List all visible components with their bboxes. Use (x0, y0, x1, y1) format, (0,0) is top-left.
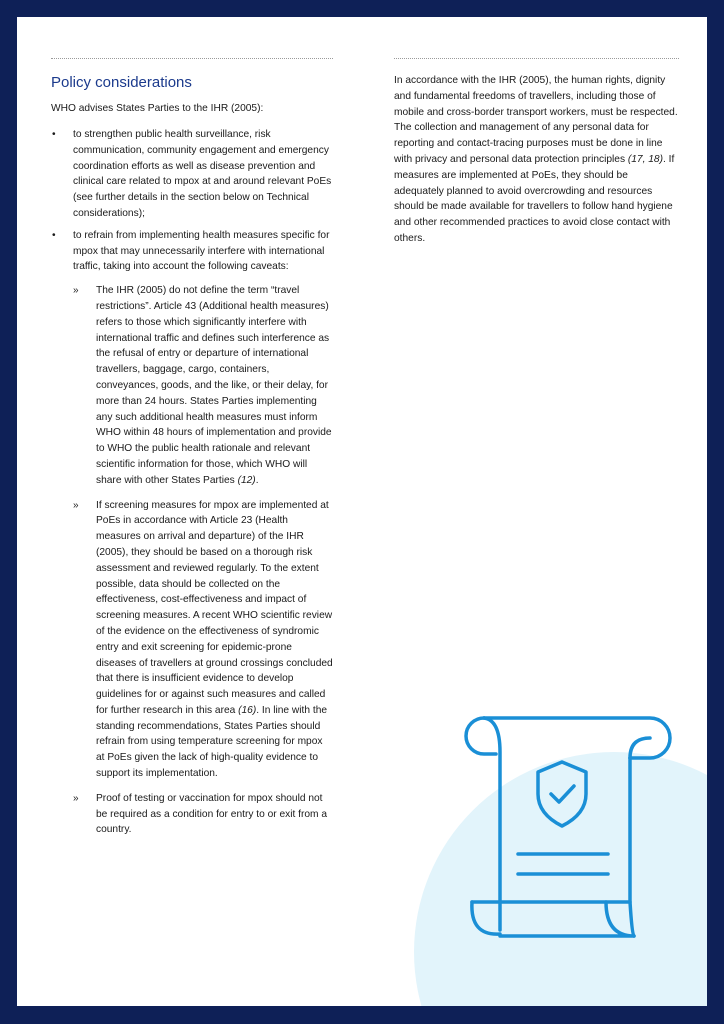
caveat-body-continued: . In line with the standing recommendations, States Parties should refrain from using temperature screening for mpox at PoEs given the lack of high-quality evidence to support its implementation. (96, 704, 328, 780)
shield-icon (538, 762, 586, 826)
sub-bullet-mark: » (73, 285, 79, 297)
reference-citation: (12) (237, 474, 256, 486)
section-heading: Policy considerations (51, 74, 192, 91)
caveat-item (73, 283, 333, 488)
sub-bullet-mark: » (73, 499, 79, 511)
bullet-mark: • (52, 129, 56, 140)
recommendation-list (51, 127, 333, 838)
bullet-text: to refrain from implementing health measures specific for mpox that may unnecessarily interfere with international traffic, taking into account the following caveats: (73, 229, 330, 273)
document-shield-check-icon (462, 712, 677, 942)
divider-left (51, 58, 333, 59)
list-item (51, 228, 333, 838)
reference-citation: (17, 18) (627, 153, 663, 165)
left-column (51, 73, 333, 847)
caveat-item (73, 498, 333, 782)
right-column (394, 73, 679, 247)
caveat-text (96, 498, 333, 782)
list-item (51, 127, 333, 222)
caveat-text: Proof of testing or vaccination for mpox should not be required as a condition for entry to or exit from a country. (96, 792, 328, 836)
caveat-end: . (255, 474, 259, 486)
sub-bullet-mark: » (73, 792, 79, 804)
document-page (17, 17, 707, 1006)
paragraph-body: In accordance with the IHR (2005), the human rights, dignity and fundamental freedoms of travellers, including those of mobile and cross-border transport workers, must be respected. The collection and management of any personal data for reporting and contact-tracing purposes must be done in line with privacy and personal data protection principles (394, 75, 678, 165)
scroll-bottom (472, 902, 634, 936)
scroll-bottom-left (472, 902, 500, 934)
check-icon (551, 786, 574, 802)
bullet-mark: • (52, 229, 56, 241)
reference-citation: (16) (238, 704, 257, 716)
curl-inner (630, 738, 650, 758)
bullet-text: to strengthen public health surveillance, risk communication, community engagement and emergency coordination efforts as well as disease prevention and clinical care related to mpox at and around relevant PoEs (see further details in the section below on Technical considerations); (73, 129, 332, 219)
caveat-body: If screening measures for mpox are implemented at PoEs in accordance with Article 23 (Health measures on arrival and departure) of the IHR (2005), they should be based on a thorough risk assessment and reviewed regularly. To the extent possible, data should be collected on the effectiveness, cost-effectiveness and impact of screening measures. A recent WHO scientific review of the evidence on the effectiveness of syndromic entry and exit screening for epidemic-prone diseases of travellers at ground crossings concluded that there is insufficient evidence to develop guidelines for or against such measures and called for further research in this area (96, 499, 333, 716)
paragraph-body-continued: . If measures are implemented at PoEs, they should be adequately planned to avoid overcrowding and resources should be made available for travellers to follow hand hygiene and other recommended practices to avoid close contact with others. (394, 153, 675, 244)
caveat-item (73, 791, 333, 838)
right-paragraph (394, 73, 679, 247)
caveat-list (73, 283, 333, 838)
intro-text: WHO advises States Parties to the IHR (2005): (51, 103, 264, 114)
divider-right (394, 58, 679, 59)
document-left-edge (484, 718, 500, 930)
caveat-body: The IHR (2005) do not define the term “travel restrictions”. Article 43 (Additional health measures) refers to those which significantly interfere with international traffic and defines such interference as the refusal of entry or departure of international travellers, baggage, cargo, containers, conveyances, goods, and the like, or their delay, for more than 24 hours. States Parties implementing any such additional health measures must inform WHO within 48 hours of implementation and provide to WHO the public health rationale and relevant scientific information for those, which WHO will share with other States Parties (96, 285, 332, 486)
caveat-text (96, 283, 333, 488)
